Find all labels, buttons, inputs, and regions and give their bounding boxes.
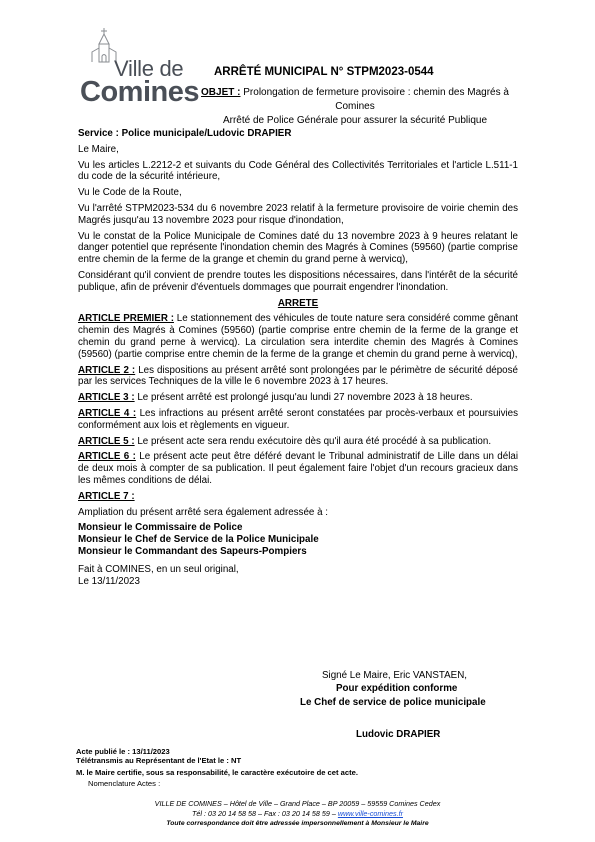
vu-paragraph-3: Vu l'arrêté STPM2023-534 du 6 novembre 2023 relatif à la fermeture provisoire de voirie chemin des Magrés jusqu'au 13 novembre 2023 pour risque d'inondation, [78,202,518,226]
article-3 [78,392,518,404]
article-text: Le présent acte sera rendu exécutoire dès qu'il aura été procédé à sa publication. [137,435,492,447]
article-text: Les dispositions au présent arrêté sont prolongées par le périmètre de sécurité déposé par les services Techniques de la ville le 6 novembre 2023 à 17 heures. [78,364,518,388]
vu-paragraph-2: Vu le Code de la Route, [78,187,182,199]
article-label: ARTICLE 5 : [78,435,135,447]
signature-line-2: Pour expédition conforme [336,683,458,694]
phone-text: Tél : 03 20 14 58 58 – Fax : 03 20 14 58 59 – [192,809,336,818]
article-2 [78,365,518,389]
article-5 [78,436,518,448]
article-7 [78,491,518,503]
article-text: Le présent acte peut être déféré devant le Tribunal administratif de Lille dans un délai de deux mois à compter de sa publication. Il peut également faire l'objet d'un recours gracieux dans les mêmes conditions de délai. [78,451,519,486]
considerant-paragraph: Considérant qu'il convient de prendre toutes les dispositions nécessaires, dans l'intérêt de la sécurité publique, afin de prévenir d'éventuels dommages que pourrait engendrer l'inondation. [78,269,518,293]
article-label: ARTICLE 4 : [78,407,137,419]
document-body [78,128,518,591]
certifie-line: M. le Maire certifie, sous sa responsabilité, le caractère exécutoire de cet acte. [76,767,358,777]
recipient-1: Monsieur le Commissaire de Police [78,522,243,534]
signer-name: Ludovic DRAPIER [356,729,441,740]
teletransmis-line: Télétransmis au Représentant de l'Etat le : NT [76,756,242,766]
contact-line [0,809,595,819]
article-6 [78,451,518,486]
article-text: Le stationnement des véhicules de toute nature sera considéré comme gênant chemin des Magrés à Comines (59560) (partie comprise entre chemin de la ferme de la grange et chemin du grand perne à wervicq). La circulation sera interdite chemin des Magrés à Comines (59560) (partie comprise entre chemin de la ferme de la grange et chemin du grand perne à wervicq), [78,313,518,360]
recipient-3: Monsieur le Commandant des Sapeurs-Pompiers [78,545,307,557]
article-text: Les infractions au présent arrêté seront constatées par procès-verbaux et poursuivies conformément aux lois et règlements en vigueur. [78,407,518,431]
service-line: Service : Police municipale/Ludovic DRAPIER [78,128,292,139]
publication-meta [76,747,358,788]
website-link[interactable]: www.ville-comines.fr [337,809,403,818]
signature-line-1: Signé Le Maire, Eric VANSTAEN, [322,670,468,681]
article-4 [78,408,518,432]
correspondence-line: Toute correspondance doit être adressée impersonnellement à Monsieur le Maire [166,820,429,827]
maire-line: Le Maire, [78,143,119,155]
vu-paragraph-4: Vu le constat de la Police Municipale de Comines daté du 13 novembre 2023 à 9 heures relatant le danger potentiel que représente l'inondation chemin des Magrés à Comines (59560) (partie comprise entre chemin de la ferme de la grange et chemin du grand perne à wervicq), [78,230,518,266]
fait-line: Fait à COMINES, en un seul original, [78,563,239,575]
publie-line: Acte publié le : 13/11/2023 [76,747,170,756]
ampliation-line: Ampliation du présent arrêté sera également adressée à : [78,506,328,518]
article-label: ARTICLE 2 : [78,364,136,376]
vu-paragraph-1: Vu les articles L.2212-2 et suivants du Code Général des Collectivités Territoriales et l'article L.511-1 du code de la sécurité intérieure, [78,159,518,183]
article-1 [78,313,518,360]
address-line: VILLE DE COMINES – Hôtel de Ville – Grand Place – BP 20059 – 59559 Comines Cedex [154,799,441,808]
objet-line2: Arrêté de Police Générale pour assurer la sécurité Publique [222,115,488,126]
article-label: ARTICLE PREMIER : [78,313,174,325]
objet-label: OBJET : [201,87,241,98]
arrete-heading: ARRETE [277,297,319,309]
objet-text: Prolongation de fermeture provisoire : chemin des Magrés à Comines [243,87,509,112]
article-label: ARTICLE 3 : [78,392,135,404]
article-text: Le présent arrêté est prolongé jusqu'au lundi 27 novembre 2023 à 18 heures. [137,392,473,404]
logo-line2: Comines [80,76,199,108]
nomenclature-line: Nomenclature Actes : [88,778,161,788]
recipient-2: Monsieur le Chef de Service de la Police Municipale [78,534,319,546]
article-label: ARTICLE 7 : [78,490,135,502]
logo-line1: Ville de [114,56,184,81]
article-label: ARTICLE 6 : [78,451,136,463]
signature-line-3: Le Chef de service de police municipale [300,697,486,708]
city-logo [76,26,199,110]
date-line: Le 13/11/2023 [78,575,140,587]
objet-block [200,86,510,128]
page-title: ARRÊTÉ MUNICIPAL N° STPM2023-0544 [214,66,434,78]
